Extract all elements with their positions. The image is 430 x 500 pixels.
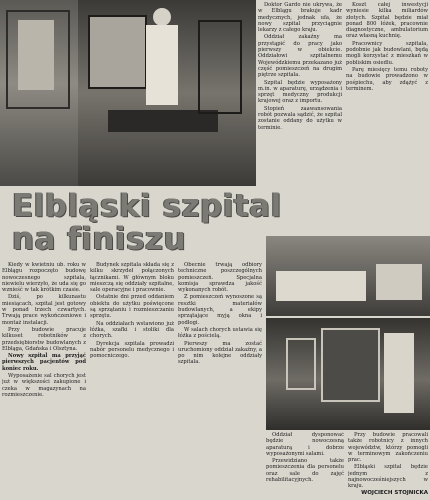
photo-hospital-ward <box>78 0 256 186</box>
text-block: Elbląski szpital będzie jednym z najnowocześniejszych w kraju. <box>348 464 428 490</box>
text-block: Kiedy w kwietniu ub. roku w Elblągu rozpoczęto budowę nowoczesnego szpitala, niewielu wierzyło, że uda się go wznieść w tak krótkim czasie. <box>2 262 86 294</box>
text-block: Koszt całej inwestycji wyniesie kilka miliardów złotych. Szpital będzie miał ponad 800 łóżek, pracownie diagnostyczne, ambulatorium oraz własną kuchnię. <box>346 2 428 40</box>
article-col-far-right <box>346 2 428 234</box>
text-block: Dziś, po kilkunastu miesiącach, szpital jest gotowy w ponad trzech czwartych. Trwają prace wykończeniowe i montaż instalacji. <box>2 294 86 326</box>
text-block: Stopień zaawansowania robót pozwala sądzić, że szpital zostanie oddany do użytku w terminie. <box>258 105 342 131</box>
headline-line-1: Elbląski szpital <box>12 190 282 224</box>
text-block: W salach chorych ustawia się łóżka z pościelą. <box>178 326 262 340</box>
text-block: Obecnie trwają odbiory techniczne poszczególnych pomieszczeń. Specjalna komisja sprawdza jakość wykonanych robót. <box>178 262 262 294</box>
text-block: Przewidziano także pomieszczenia dla personelu oraz sale do zajęć rehabilitacyjnych. <box>266 458 344 484</box>
text-block: Oddział dysponować będzie nowoczesną aparaturą i dobrze wyposażonymi salami. <box>266 432 344 457</box>
photo-room <box>266 318 430 430</box>
text-block: Oddział zakaźny ma przystąpić do pracy jako pierwszy w obiekcie. Oddziałowi szpitalnemu Wojewódzkiemu przekazano już część pomieszczeń na drugim piętrze szpitala. <box>258 34 342 79</box>
text-block: Doktor Gardo nie ukrywa, że w Elblągu brakuje kadr medycznych, jednak ufa, że nowy szpital przyciągnie lekarzy z całego kraju. <box>258 2 342 34</box>
bold-text-block: Nowy szpital ma przyjąć pierwszych pacjentów pod koniec roku. <box>2 353 86 372</box>
article-col-3 <box>178 262 262 498</box>
article-col-bottom-3 <box>266 432 344 498</box>
text-block: Budynek szpitala składa się z kilku skrzydeł połączonych łącznikami. W głównym bloku mieszczą się oddziały szpitalne, sale operacyjne i pracownie. <box>90 262 174 294</box>
text-block: Pracownicy szpitala, podobnie jak budowlani, będą mogli korzystać z mieszkań w pobliskim osiedlu. <box>346 40 428 66</box>
photo-beds <box>266 236 430 316</box>
text-block: Przy budowie pracowali także robotnicy z innych województw, którzy pomogli w terminowym zakończeniu prac. <box>348 432 428 464</box>
article-col-2 <box>90 262 174 498</box>
text-block: Dyrekcja szpitala prowadzi nabór personelu medycznego i pomocniczego. <box>90 340 174 360</box>
text-block: Ostatnie dni przed oddaniem obiektu do użytku poświęcone są sprzątaniu i rozmieszczaniu sprzętu. <box>90 294 174 320</box>
photo-corridor <box>0 0 78 186</box>
text-block: Parę miesięcy temu roboty na budowie prowadzono w pośpiechu, aby zdążyć z terminem. <box>346 66 428 92</box>
text-block: Przy budowie pracuje kilkuset robotników z przedsiębiorstw budowlanych z Elbląga, Gdańska i Olsztyna. <box>2 326 86 352</box>
article-col-top-right <box>258 2 342 186</box>
text-block: Pierwszy ma zostać uruchomiony oddział zakaźny, a po nim kolejne oddziały szpitala. <box>178 340 262 366</box>
article-col-bottom-4 <box>348 432 428 490</box>
text-block: Z pomieszczeń wynoszone są resztki materiałów budowlanych, a ekipy sprzątające myją okna i podłogi. <box>178 294 262 326</box>
text-block: Na oddziałach wstawiono już łóżka, szafki i stoliki dla chorych. <box>90 320 174 340</box>
author-signature: WOJCIECH STOJNICKA <box>361 490 428 496</box>
text-block: Szpital będzie wyposażony m.in. w aparaturę, urządzenia i sprzęt medyczny produkcji krajowej oraz z importu. <box>258 79 342 105</box>
headline-line-2: na finiszu <box>12 221 187 257</box>
article-col-1 <box>2 262 86 498</box>
text-block: Wyposażenie sal chorych jest już w większości zakupione i czeka w magazynach na rozmieszczenie. <box>2 373 86 398</box>
